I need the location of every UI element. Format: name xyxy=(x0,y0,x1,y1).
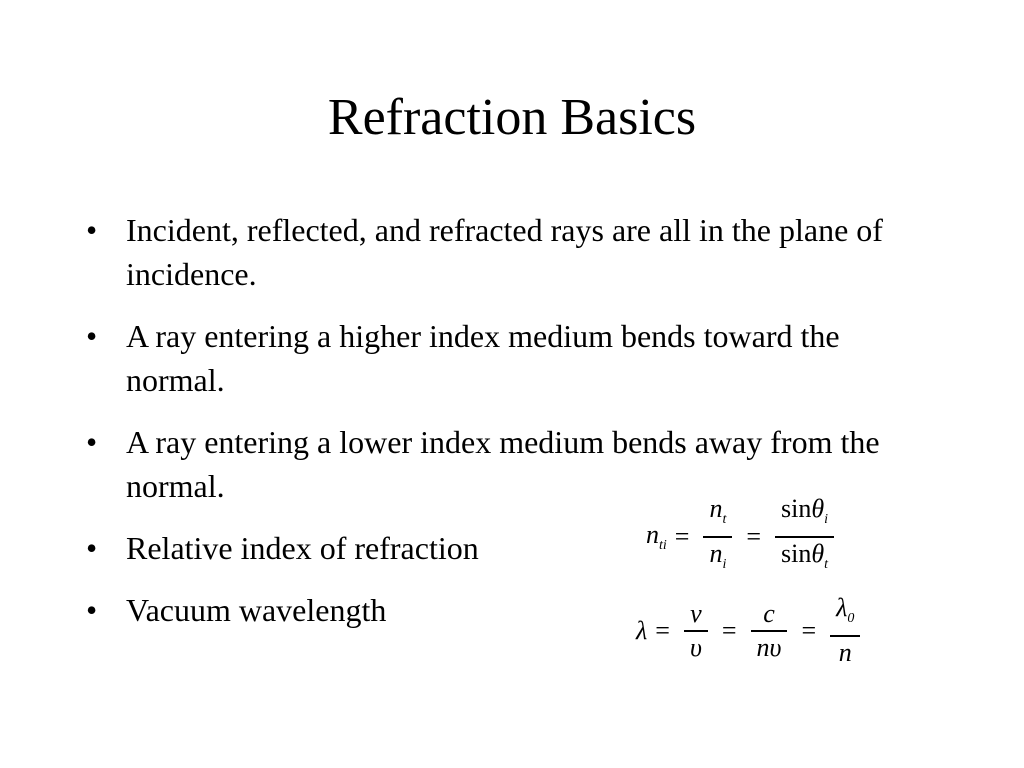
bullet-text: Vacuum wavelength xyxy=(126,592,387,628)
bullet-list xyxy=(86,208,946,650)
bullet-dot: • xyxy=(86,424,98,460)
relative-index-equation xyxy=(646,493,840,581)
eq2-lhs: λ xyxy=(636,615,648,645)
eq2-fraction-lambda0-n: $\frac{\lambda_0}{n}$ xyxy=(830,592,860,669)
equals-sign: = xyxy=(746,522,762,551)
bullet-item xyxy=(86,208,946,296)
bullet-text: A ray entering a higher index medium bends toward the normal. xyxy=(126,318,840,398)
bullet-dot: • xyxy=(86,318,98,354)
bullet-text: Relative index of refraction xyxy=(126,530,479,566)
bullet-item xyxy=(86,314,946,402)
eq1-lhs: $n_{ti}$ xyxy=(646,520,667,553)
slide-title: Refraction Basics xyxy=(327,89,697,146)
eq1-fraction-sine-ratio: $\frac{\sin\theta_i}{\sin\theta_t}$ xyxy=(775,493,834,581)
equals-sign: = xyxy=(655,615,670,645)
eq1-fraction-index-ratio: $\frac{n_t}{n_i}$ xyxy=(703,493,732,581)
equals-sign: = xyxy=(674,522,690,551)
bullet-dot: • xyxy=(86,212,98,248)
equals-sign: = xyxy=(721,615,737,645)
bullet-text: Incident, reflected, and refracted rays are all in the plane of incidence. xyxy=(126,212,883,292)
bullet-dot: • xyxy=(86,592,98,628)
eq2-fraction-v-upsilon: $\frac{v}{\upsilon}$ xyxy=(684,598,708,664)
vacuum-wavelength-equation xyxy=(636,592,866,669)
eq2-fraction-c-n-upsilon: $\frac{c}{n\upsilon}$ xyxy=(751,598,788,664)
equals-sign: = xyxy=(801,615,817,645)
bullet-dot: • xyxy=(86,530,98,566)
bullet-text: A ray entering a lower index medium bends away from the normal. xyxy=(126,424,880,504)
